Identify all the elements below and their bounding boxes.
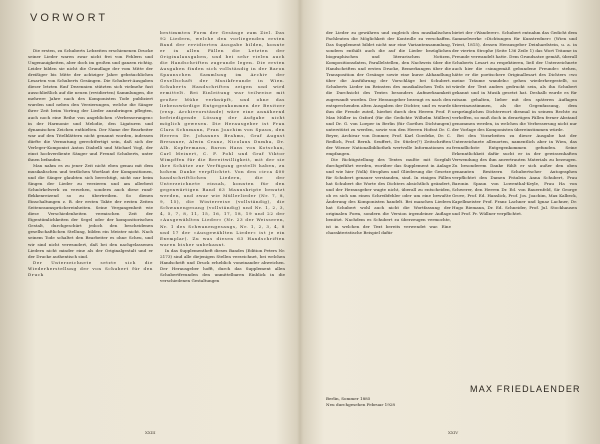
paragraph: bietet der »Wanderer«. Schubert entnahm das Gedicht dem Sammelwerke »Dichtungen für Kunstredner« (Wien und Triest, 1815), dessen Herausgeber Deinhardstein, u. a. in der vierten Strophe (Seite 136 Zeile 1) das Wort Träume in Freunde verwandelt hatte. Dem Grundsatze gemäß, überall Schuberts Lesart zu respektieren, ließ der Unterzeichnete auch hier die »sinngemäß gebundene Freunde« stehen, hätte er die poetischere Originallesart des Dichters »wo meine Träume wandeln« gehen wiederhergestellt, so würde der Text anders gedruckt sein, als ihn Schubert gekannt und in Musik gesetzt hat. Deshalb wurde es für ratsam gehalten, lieber mit den späteren Auflagen übereinzustimmen, als die Gegenfassung, dem ursprünglichen Dichterwort diesmal in seinem Rechte zu verhelfen, so muß doch in derartigen Fällen ferner Abstand genommen werden, in welchen die Verbesserung nicht nur der Vorlage des Komponisten übereinstimmen würde.	[452, 30, 577, 132]
signoff-place-date: Berlin, Sommer 1885	[326, 396, 371, 401]
running-head: VORWORT	[30, 12, 109, 24]
paragraph: Der Unterzeichnete setzte sich die Wiederherstellung der von Schubert für den Druck	[28, 259, 153, 277]
signoff-revision: Neu durchgesehen Februar 1928	[326, 402, 396, 407]
right-column-1	[326, 30, 451, 390]
paragraph: bestimmten Form der Gesänge zum Ziel. Das 92 Liedern, welche den vorliegenden ersten Band der revidierten Ausgabe bilden, konnte er in allen Fällen die Letzten der Originalausgaben, und bei sehr vielen auch die Handschriften zugrunde legen. Die ersten Ausgaben finden sich vollständig in der Baron Spaunschen Sammlung im Archiv der Gesellschaft der Musikfreunde in Wien. Schuberts Handschriften zeigen und wird ermittelt. Bei Einleitung war teilweise mit großer Mühe verknüpft, und ohne das liebenswürdige Entgegenkommen der Besitzer (resp. Archivvorstände) wäre eine annähernd befriedigende Lösung der Aufgabe nicht möglich gewesen. Die Herausgeber ist Frau Clara Schumann, Fran Joachim von Spaun, den Herren Dr. Johannes Brahms, Graf August Breunner, Alwin Cranz, Nicolaus Dumba, Dr. Alb. Kopfermann, Baron Hans von Kotschau, Carl Meinert, C. F. Pohl und Graf Viktor Wimpffen für die Bereitwilligkeit, mit der sie ihre Schätze zur Verfügung gestellt haben, zu hohem Danke verpflichtet. Von den circa 400 handschriftlichen Liedern, die der Unterzeichnete einsah, konnten für den gegenwärtigen Band 63 Manuskripte benutzt werden, und zwar wie Müllerlieder (Nr. 7, 8, 9, 15), die Winterreise (vollständig), die Schwanengesang (vollständig) und Nr. 1, 2, 3, 4, 5, 7, 8, 11, 15, 16, 17, 18, 19 und 22 der »Ausgewählten Lieder« (Nr. 23 der Weisseren, Nr. 1 des Schwanengesangs, Nr. 1, 2, 3, 4, 8 und 17 der »Ausgewählten Lieder« ist je ein Exemplar). Zu was diesen 63 Handschriften waren bisher unbekannt.	[160, 30, 285, 247]
left-page	[0, 0, 298, 444]
paragraph: Bei den Vorarbeiten zu dieser Ausgabe hat der Unterzeichnete allenorten, namentlich aber in Wien, das freundlichste Entgegenkommen gefunden. Seine Erkenntlichkeit dafür sucht er in der gewissenhaften Verwendung des ihm anvertrauten Materials zu bezeugen. Zu besonderem Danke fühlt er sich außer den oben genannten Besitzern Schubertscher Autographen verpflichtet den Damen Fräulein Anna Schubert, Frau Baronin Spaun von Lowenthal-Keyle, Frau Ha von Schwerer, den Herren Dr. Ed. von Bauernfeld, Sir George Grove, Prof. Ed. Hanslick, Prof. Jos. Joachim, Max Kalbeck, Kapellmeister Prof. Franz Lachner und Ignaz Lachner, Dr. Hugo Riemann, Dr. Ed. Schneider, Prof. Jul. Stockhausen und Prof. Fr. Wüllner verpflichtet.	[452, 132, 577, 217]
paragraph: Die Richtigstellung des Textes mußte mit Sorgfalt durchgeführt werden, worüber das Supplement in Anlage und wie hier (Volk) Strophen und Gliederung die Gesetze für Schubert genauer verstanden, sind. In einigen Fällen hat Schubert die Worte des Dichters absichtlich geändert, und der Herausgeber wagte nicht, überall zu entscheiden, ob es sich um einen Schreibfehler oder um eine bewußte Änderung des Komponisten handelt. Bei manchen Liedern hat Schubert wohl auch nicht die Wortfassung der originalen Form, sondern die Version irgendeiner Auflage benützt. Nachdem es Schubert zu überzeugen vermochte, ist in welchen der Text bereits verwendet war. Eine charakteristische Beispiel dafür	[326, 156, 451, 235]
signoff	[326, 396, 446, 408]
right-page	[302, 0, 600, 444]
right-column-2	[452, 30, 577, 382]
paragraph: der Lieder zu gewähren und zugleich den musikalischen Fachleuten die Möglichkeit der Kontrolle zu verschaffen. Das Supplement bildet nicht nur eine Variantensammlung, sondern enthält auch die auf die Lieder bezüglichen biographischen und literarischen Notizen, Kompositionsdaten, Parallelstellen, den Nachweis über die Handschriften und ersten Drucke, Bemerkungen über die Transposition der Gesänge sowie eine kurze Abhandlung über die Ausführung der Vorschläge bei Schubert. Schuberts Lieder im Reinsten des musikalischen Teils ist die Durchsicht des Textes besonders Aufmerksamkeit zugewandt worden. Der Herausgeber bezeugt es nach den entsprechenden alten Ausgaben der Dichter, und es wurde ihm die Freude zuteil, hierbei durch den Herren Prof. P. Max Müller in Oxford (für die Gedichte Wilhelm Müllers) und Dr. G. von Loeper in Berlin (für Goethes Dichtungen) unterstützt zu werden, sowie von den Herren Hofrat Dr. C. Beyer, Archivar von Donmer, Prof. Karl Goedeke, Dr. C. Redlich, Prof. Bernh. Seuffert, Dr. Stieler(?) Zeitschriften der Wiener Nationalbibliothek wertvolle Informationen zu empfangen.	[326, 30, 451, 156]
paragraph: Man nahm es zu jener Zeit nicht eben genau mit dem musikalischen und textlichen Wortlaut der Kompositionen, und die Sänger glaubten sich berechtigt, nicht nur beim Singen der Lieder zu verzieren und am allerbest Schnörkelwerk zu versehen, sondern auch diese rund-flekkenreizend so zu übertreiben. So dienen Einschaltungen z. B. der ersten Takte der ersten Zeiten Seitenraumsprüchereinheiten. Seine Vergangenheit wie diese Verschiedenheiten vermischen Zeit der Eigentümlichkeiten der Segel oder der kompositorischen Gestalt, durchgeschürt jedoch den bescheidenen gesellschaftlichen Stellung, bilden ein Meister nicht. Nach seinem Tode schaltet den Bearbeiter es ohne Scheu, und wir sind nicht verwundert, daß bei den nachgelassenen Liedern nicht minder eine als der Originalgestalt und er der Drucke authentisch sind.	[28, 162, 153, 259]
left-column-2	[160, 30, 285, 422]
left-column-1	[28, 48, 153, 422]
paragraph: Die ersten, zu Schuberts Lebzeiten erschienenen Drucke seiner Lieder waren zwar nicht frei von Fehlern und Ungenauigkeiten, aber doch im großen und ganzen richtig. Leider bilden sie nicht die Grundlage der vom Mitte der dreißiger bis Mitte der achtziger Jahre gebräuchlichen Lesarten von Schuberts Gesängen. Die Schubert-Ausgaben dieser letzten fünf Dezennien stützten sich vielmehr fast ausschließlich auf die neuen (revidierten) Sammlungen, die mehrere Jahre nach des Komponisten Tode publiziert wurden und neben den Verzierungen, welche die Sänger ihrer Zeit beim Vortrag der Lieder anzubringen pflegten, auch noch eine Reihe von angeblichen »Verbesserungen« in der Harmonie und Melodie, den Ligaturen und dynamischen Zeichen enthielten. Der Name der Bearbeiter war auf den Titelblättern nicht genannt worden, indessen dürfte die Vermutung gerechtfertigt sein, daß sich der Verleger-Komponist Anton Diabelli und Michael Vogl, der einst hochverdiente Sänger und Freund Schuberts, unter ihnen befanden.	[28, 48, 153, 162]
page-number: XXIII	[145, 430, 156, 435]
paragraph: In das Supplementheft dieses Bandes (Edition Peters Nr. 2173) sind alle diejenigen Stellen verzeichnet, bei welchen Handschrift und Druck erheblich voneinander abweichen. Der Herausgeber hofft, durch das Supplement allen Schubertfreunden den unmittelbaren Einblick in die verschiedenen Gestaltungen	[160, 247, 285, 283]
author-signature: MAX FRIEDLAENDER	[470, 384, 581, 394]
page-number: XXIV	[448, 430, 459, 435]
